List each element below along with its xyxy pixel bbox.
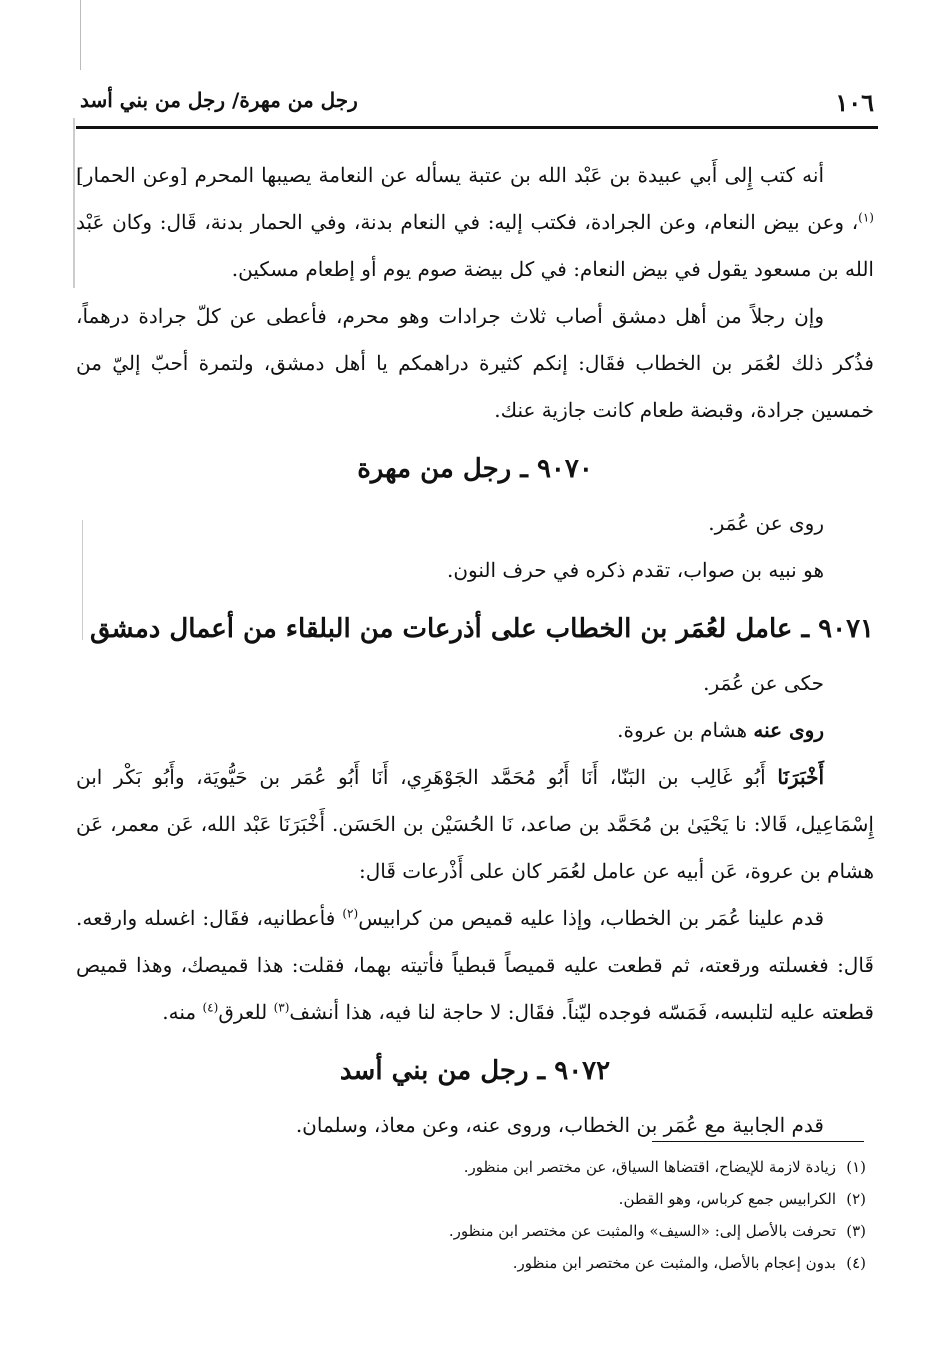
main-text (76, 152, 874, 1149)
text-line: قَال: وكان عَبْد الله بن مسعود يقول في بيض النعام: في كل بيضة صوم يوم أو إطعام (76, 210, 874, 281)
isnad-paragraph (76, 754, 874, 895)
footnote-marker: (٤) (202, 1000, 219, 1015)
header-rule (76, 126, 878, 129)
footnotes (200, 1151, 866, 1279)
page-number: ١٠٦ (835, 88, 874, 117)
footnote-text: زيادة لازمة للإيضاح، اقتضاها السياق، عن مختصر ابن منظور. (463, 1158, 836, 1176)
entry-title-9071: ٩٠٧١ ـ عامل لعُمَر بن الخطاب على أذرعات من البلقاء من أعمال دمشق (89, 614, 874, 644)
footnote (200, 1151, 866, 1183)
footnote-text: تحرفت بالأصل إلى: «السيف» والمثبت عن مختصر ابن منظور. (448, 1222, 836, 1240)
text-span: للعرق (218, 1000, 274, 1024)
entry-title-9072: ٩٠٧٢ ـ رجل من بني أسد (339, 1056, 611, 1086)
entry-line: قدم الجابية مع عُمَر بن الخطاب، وروى عنه، وعن معاذ، وسلمان. (295, 1113, 824, 1137)
footnote-number: (١) (846, 1158, 866, 1176)
footnote-number: (٢) (846, 1190, 866, 1208)
text-span: منه. (162, 1000, 203, 1024)
paragraph-1 (76, 152, 874, 293)
entry-line: حكى عن عُمَر. (703, 671, 824, 695)
entry-title-9070: ٩٠٧٠ ـ رجل من مهرة (357, 454, 593, 484)
text-line: ، وعن بيض النعام، وعن الجرادة، فكتب إليه: في النعام بدنة، وفي الحمار بدنة، (204, 210, 859, 234)
entry-line: هو نبيه بن صواب، تقدم ذكره في حرف النون. (447, 558, 824, 582)
text-line: الحمار] (76, 163, 136, 187)
footnote-marker: (٣) (273, 1000, 290, 1015)
footnote (200, 1183, 866, 1215)
footnote-marker: (٢) (342, 906, 359, 921)
bold-lead: أَخْبَرَنَا (777, 765, 824, 789)
scan-margin-line (73, 118, 75, 288)
text-span: هشام بن عروة. (617, 718, 754, 742)
footnote-text: الكرابيس جمع كرباس، وهو القطن. (618, 1190, 836, 1208)
text-line: مسكين. (231, 257, 299, 281)
footnote-number: (٣) (846, 1222, 866, 1240)
running-title: رجل من مهرة/ رجل من بني أسد (80, 88, 358, 112)
bold-lead: روى عنه (753, 718, 824, 742)
footnote-marker: (١) (858, 210, 874, 225)
footnote (200, 1215, 866, 1247)
scan-margin-line (80, 0, 81, 70)
text-span: قدم علينا عُمَر بن الخطاب، وإذا عليه قميص من كرابيس (358, 906, 825, 930)
footnote-rule (652, 1141, 864, 1142)
text-span: أَبُو غَالِب بن البَنّا، أَنَا أَبُو مُحَمَّد الجَوْهَرِي، أَنَا أَبُو عُمَر بن حَيُّويَة، وأَبُو بَكْر ابن إِسْمَاعِيل، قَالا: نا يَحْيَىٰ بن مُحَمَّد بن صاعد، نَا الحُسَيْن بن الحَسَن. أَخْبَرَنَا عَبْد الله، عَن معمر، عَن هشام بن عروة، عَن أبيه عن عامل لعُمَر كان على أَذْرعات قَال: (76, 765, 874, 883)
text-line: أنه كتب إِلى أَبي عبيدة بن عَبْد الله بن عتبة يسأله عن النعامة يصيبها المحرم [وعن (142, 163, 825, 187)
entry-line: روى عن عُمَر. (708, 511, 824, 535)
page-header (76, 84, 878, 128)
entry-line (76, 707, 874, 754)
paragraph-2: وإن رجلاً من أهل دمشق أصاب ثلاث جرادات وهو محرم، فأعطى عن كلّ جرادة درهماً، فذُكر ذلك لعُمَر بن الخطاب فقَال: إنكم كثيرة دراهمكم يا أهل دمشق، ولتمرة أحبّ إليّ من خمسين جرادة، وقبضة طعام كانت جازية عنك. (76, 304, 874, 422)
story-paragraph (76, 895, 874, 1036)
footnote-text: بدون إعجام بالأصل، والمثبت عن مختصر ابن منظور. (512, 1254, 836, 1272)
text-span: فأعطانيه، فقَال: اغسله وارقعه. قَال: فغسلته ورقعته، ثم قطعت عليه قميصاً قبطياً فأتيته بهما، فقلت: هذا قميصك، وهذا قميص قطعته عليه لتلبسه، فَمَسّه فوجده ليّناً. فقَال: لا حاجة لنا فيه، هذا أنشف (76, 906, 874, 1024)
footnote-number: (٤) (846, 1254, 866, 1272)
footnote (200, 1247, 866, 1279)
